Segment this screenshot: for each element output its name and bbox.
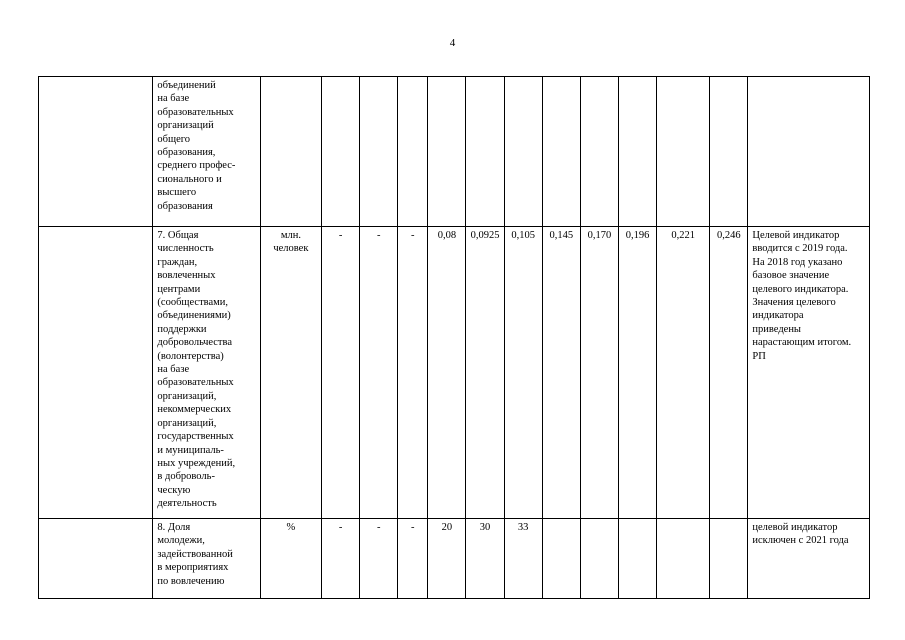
empty-cell [39,519,153,599]
value-cell: - [398,227,428,519]
cell-text-line: образовательных [157,377,234,389]
value-cell [398,77,428,227]
value-cell [710,519,748,599]
cell-text-line: целевого индикатора. [752,283,849,295]
cell-text-line: государственных [157,431,234,443]
cell-text-line: на базе [157,93,190,105]
cell-text-line: образовательных [157,106,234,118]
cell-text-line: деятельность [157,498,217,510]
value-cell: 0,221 [657,227,710,519]
value-cell: 0,196 [618,227,656,519]
cell-text-line: добровольчества [157,337,232,349]
cell-text-line: базовое значение [752,270,830,282]
indicator-name-cell [153,227,260,519]
value-cell [360,77,398,227]
cell-text-line: Целевой индикатор [752,230,840,241]
note-cell [748,77,870,227]
value-cell: 0,246 [710,227,748,519]
cell-text-line: образования [157,200,213,212]
cell-text-line: по вовлечению [157,575,225,587]
cell-text-line: (сообществами, [157,297,229,309]
empty-cell [39,227,153,519]
value-cell: 33 [504,519,542,599]
unit-cell [260,77,321,227]
value-cell [580,519,618,599]
value-cell [657,519,710,599]
value-cell: 0,145 [542,227,580,519]
table-row [39,77,870,227]
cell-text-line: в мероприятиях [157,562,229,574]
value-cell: - [322,519,360,599]
indicator-name-cell [153,77,260,227]
cell-text-line: исключен с 2021 года [752,535,849,547]
cell-text-line: и муниципаль- [157,444,224,456]
value-cell [466,77,504,227]
cell-text-line: целевой индикатор [752,522,838,533]
cell-text-line: граждан, [157,256,198,268]
cell-text-line: молодежи, [157,535,205,547]
note-cell [748,227,870,519]
cell-text-line: центрами [157,283,201,295]
cell-text-line: ных учреждений, [157,457,236,469]
empty-cell [39,77,153,227]
table-row [39,227,870,519]
page-number: 4 [449,37,456,49]
cell-text-line: численность [157,243,214,255]
value-cell [657,77,710,227]
value-cell: - [398,519,428,599]
cell-text-line: организаций, [157,417,217,429]
unit-cell [260,519,321,599]
cell-text-line: Значения целевого [752,297,836,309]
cell-text-line: высшего [157,187,197,199]
value-cell [710,77,748,227]
cell-text-line: образования, [157,147,216,159]
cell-text-line: человек [273,243,309,255]
value-cell: 0,08 [428,227,466,519]
value-cell [542,77,580,227]
cell-text-line: приведены [752,323,801,335]
cell-text-line: ческую [157,484,191,496]
cell-text-line: общего [157,133,191,145]
value-cell: 20 [428,519,466,599]
value-cell: 0,170 [580,227,618,519]
note-cell [748,519,870,599]
unit-cell [260,227,321,519]
value-cell: 30 [466,519,504,599]
cell-text-line: среднего профес- [157,160,236,172]
cell-text-line: вводится с 2019 года. [752,243,848,255]
cell-text-line: На 2018 год указано [752,256,843,268]
value-cell [618,77,656,227]
value-cell: 0,0925 [466,227,504,519]
value-cell: - [360,519,398,599]
value-cell: 0,105 [504,227,542,519]
value-cell [428,77,466,227]
cell-text-line: вовлеченных [157,270,216,282]
cell-text-line: поддержки [157,323,207,335]
value-cell [322,77,360,227]
value-cell [504,77,542,227]
table-row [39,519,870,599]
cell-text-line: на базе [157,364,190,376]
value-cell [542,519,580,599]
cell-text-line: некоммерческих [157,404,232,416]
cell-text-line: млн. [280,230,301,241]
value-cell [580,77,618,227]
cell-text-line: в доброволь- [157,471,215,483]
value-cell: - [322,227,360,519]
indicator-table [38,76,870,599]
value-cell: - [360,227,398,519]
cell-text-line: нарастающим итогом. [752,337,852,349]
cell-text-line: организаций [157,120,214,132]
cell-text-line: объединениями) [157,310,231,322]
cell-text-line: сионального и [157,173,222,185]
cell-text-line: РП [752,350,766,362]
cell-text-line: 8. Доля [157,522,191,533]
cell-text-line: (волонтерства) [157,350,224,362]
cell-text-line: 7. Общая [157,230,199,241]
cell-text-line: организаций, [157,390,217,402]
cell-text-line: индикатора [752,310,804,322]
value-cell [618,519,656,599]
cell-text-line: % [286,522,296,533]
cell-text-line: объединений [157,80,216,91]
indicator-name-cell [153,519,260,599]
cell-text-line: задействованной [157,548,233,560]
